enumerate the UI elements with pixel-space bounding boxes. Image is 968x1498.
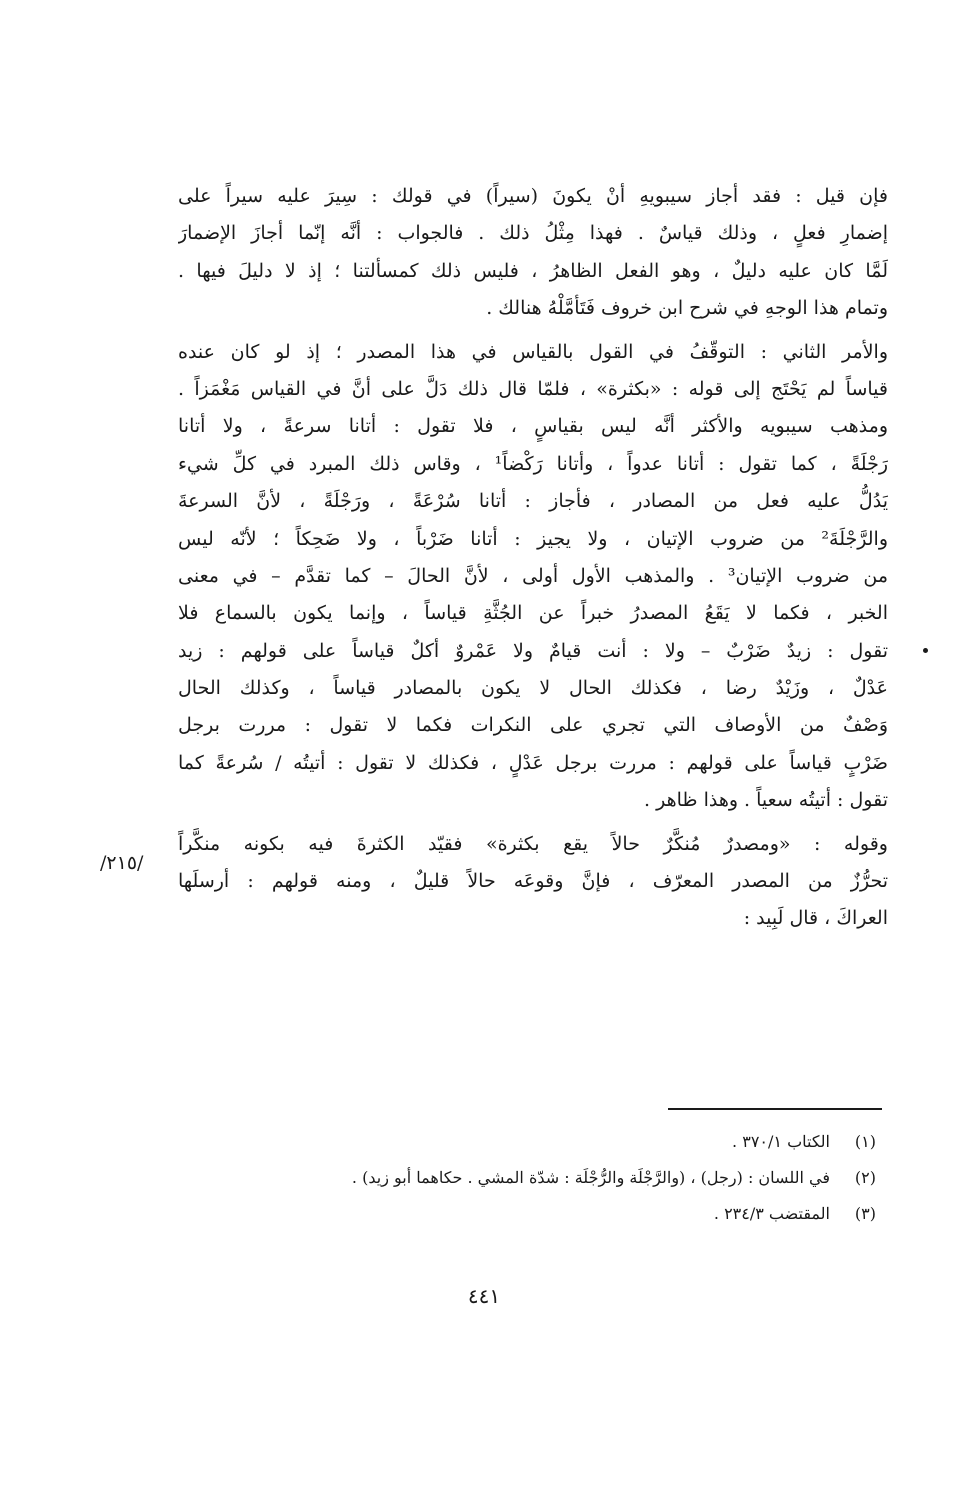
footnote-number: (١) — [854, 1132, 876, 1151]
footnote-item — [240, 1196, 876, 1232]
text-line: وتمام هذا الوجهِ في شرح ابن خروف فَتَأمَّلْهُ هنالك . — [486, 297, 888, 320]
main-text — [178, 178, 888, 938]
margin-dot-mark — [923, 648, 928, 653]
text-line: إضمارِ فعلٍ ، وذلك قياسٌ . فهذا مِثْلُ ذلك . فالجواب : أنَّه إنّما أجازَ الإضمارَ — [178, 222, 888, 245]
text-line: ضَرْبٍ قياساً على قولهم : مررت برجل عَدْلٍ ، فكذلك لا تقول : أتيتُه / سُرعةً كما — [178, 751, 888, 774]
footnote-number: (٣) — [854, 1204, 876, 1223]
text-line: لَمَّا كان عليه دليلٌ ، وهو الفعل الظاهرُ ، فليس ذلك كمسألتنا ؛ إذ لا دليلَ فيها . — [178, 259, 888, 282]
footnote-text: المقتضب ٢٣٤/٣ . — [713, 1204, 830, 1223]
text-line: من ضروب الإتيان³ . والمذهب الأول أولى ، لأنَّ الحالَ – كما تقدَّم – في معنى — [178, 564, 888, 587]
text-line: تقول : زيدٌ ضَرْبٌ – ولا : أنت قيامٌ ولا عَمْروٌ أكلٌ قياساً على قولهم : زيد — [178, 639, 888, 662]
footnote-item — [240, 1160, 876, 1196]
text-line: عَدْلٌ ، وزَيْدٌ رضا ، فكذلك الحال لا يكون بالمصادر قياساً ، وكذلك الحال — [178, 677, 888, 700]
footnote-number: (٢) — [854, 1168, 876, 1187]
text-line: وَصْفٌ من الأوصاف التي تجري على النكرات فكما لا تقول : مررت برجل — [178, 714, 888, 737]
margin-page-reference: /٢١٥/ — [100, 852, 144, 874]
footnotes — [240, 1124, 876, 1232]
text-line: العراكَ ، قال لَبِيد : — [743, 907, 888, 930]
text-line: فإن قيل : فقد أجاز سيبويهِ أنْ يكونَ (سيراً) في قولك : سِيرَ عليه سيراً على — [178, 185, 888, 207]
text-line: تقول : أتيتُه سعياً . وهذا ظاهر . — [644, 789, 888, 812]
footnote-text: في اللسان : (رجل) ، (والرَّجْلَة والرُّجْلَة : شدّة المشي . حكاهما أبو زيد) . — [351, 1168, 830, 1187]
text-line: والرَّجْلَةَ² من ضروب الإتيان ، ولا يجيز : أتانا ضَرْباً ، ولا ضَحِكاً ؛ لأنّه ليس — [178, 527, 888, 550]
text-line: الخبر ، فكما لا يَقَعُ المصدرُ خبراً عن الجُثَّةِ قياساً ، وإنما يكون بالسماع فلا — [178, 602, 888, 625]
footnote-item — [240, 1124, 876, 1160]
footnote-text: الكتاب ٣٧٠/١ . — [732, 1132, 830, 1151]
page-number: ٤٤١ — [467, 1284, 501, 1308]
text-line: ومذهب سيبويه والأكثر أنَّه ليس بقياسٍ ، فلا تقول : أتانا سرعةً ، ولا أتانا — [178, 415, 888, 438]
text-line: وقوله : «ومصدرٌ مُنكَّرٌ حالاً يقع بكثرة» فقيّد الكثرةَ فيه بكونه منكَّراً — [178, 832, 888, 855]
text-line: رَجْلَةً ، كما تقول : أتانا عدواً ، وأتانا رَكْضاً¹ ، وقاس ذلك المبرد في كلِّ شيء — [178, 452, 888, 475]
text-line: قياساً لم يَحْتَج إلى قوله : «بكثرة» ، فلمّا قال ذلك دَلَّ على أنَّ في القياس مَغْمَزاً . — [178, 377, 888, 400]
text-line: تحرُّزٌ من المصدر المعرّف ، فإنَّ وقوعَه حالاً قليلٌ ، ومنه قولهم : أرسلَها — [178, 870, 888, 893]
text-line: والأمر الثاني : التوقّفُ في القول بالقياس في هذا المصدر ؛ إذ لو كان عنده — [178, 340, 888, 363]
footnote-separator — [668, 1108, 882, 1110]
text-line: يَدُلُّ عليه فعل من المصادر ، فأجاز : أتانا سُرْعَةً ، ورَجْلَةً ، لأنَّ السرعةَ — [178, 490, 888, 513]
